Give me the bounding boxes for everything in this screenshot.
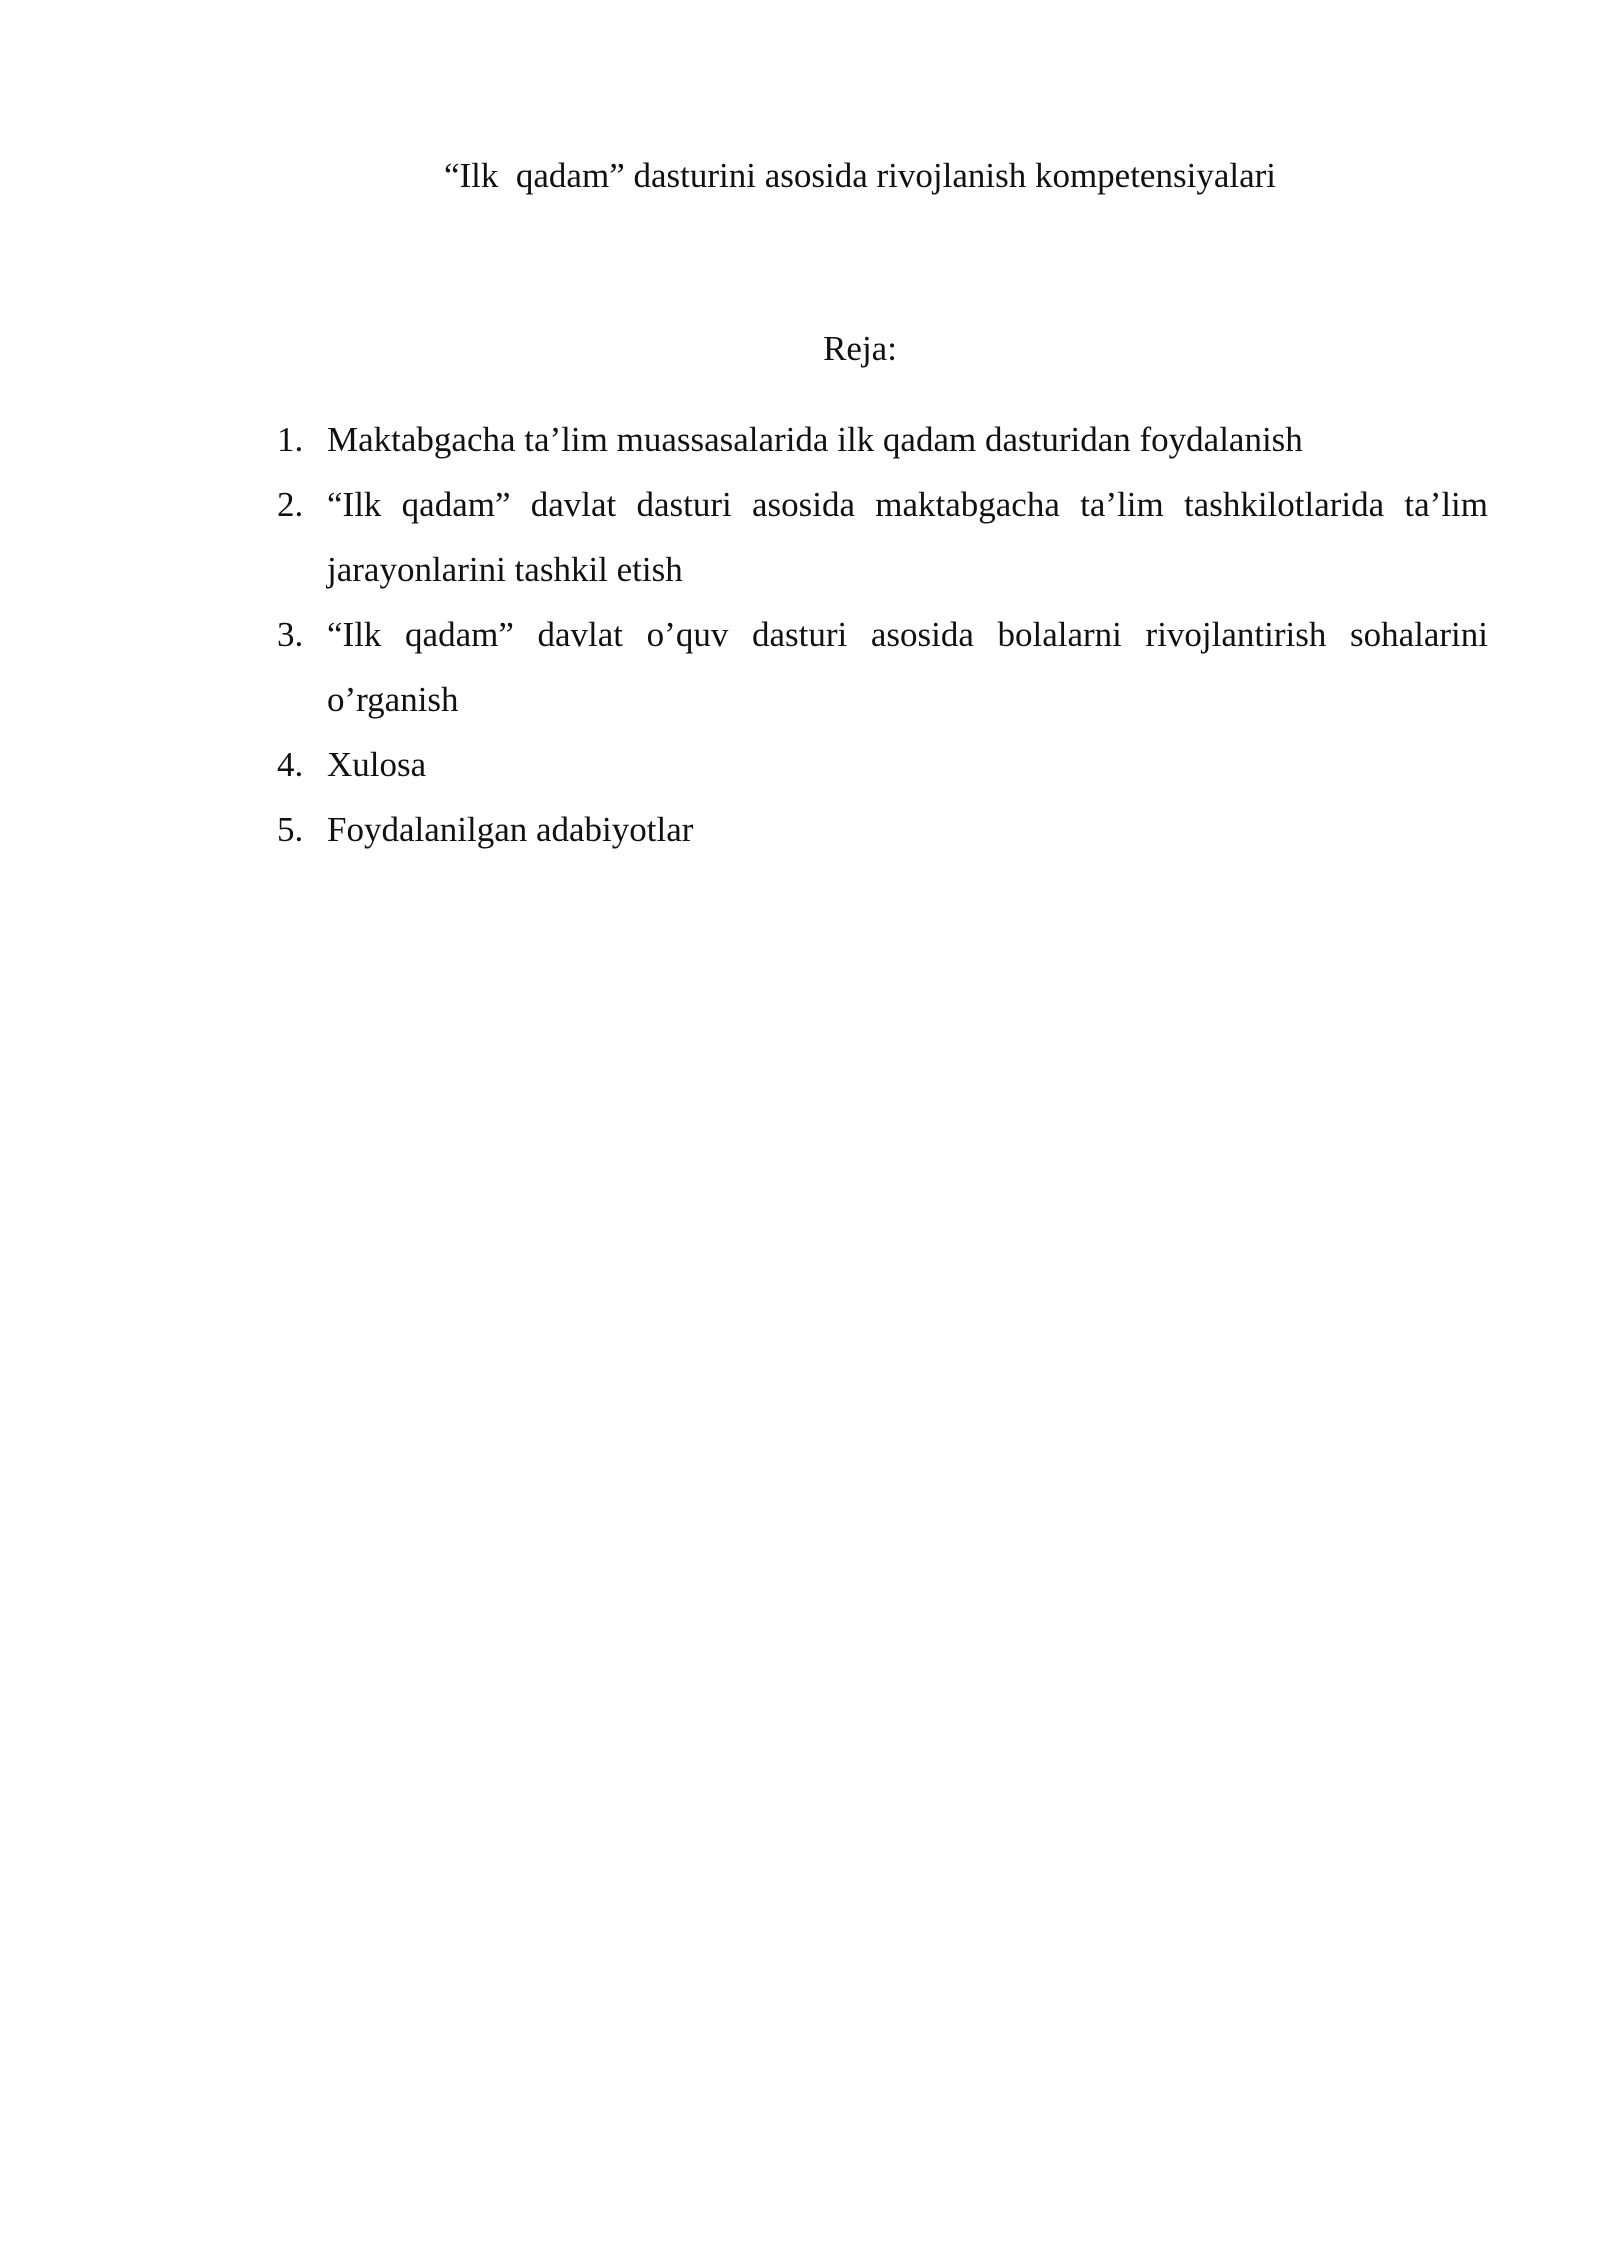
plan-item-number: 1.	[277, 420, 304, 459]
plan-item-3	[275, 602, 1488, 732]
plan-item-text: Foydalanilgan adabiyotlar	[327, 810, 694, 849]
plan-heading: Reja:	[823, 329, 897, 368]
plan-item-5	[275, 797, 1488, 862]
plan-item-number: 2.	[277, 485, 304, 524]
plan-item-4	[275, 732, 1488, 797]
plan-item-1	[275, 407, 1488, 472]
plan-item-number: 3.	[277, 615, 304, 654]
plan-item-text: “Ilk qadam” davlat dasturi asosida maktabgacha ta’lim tashkilotlarida ta’lim jarayonlarini tashkil etish	[327, 485, 1488, 589]
plan-item-text: Maktabgacha ta’lim muassasalarida ilk qadam dasturidan foydalanish	[327, 420, 1303, 459]
plan-item-number: 4.	[277, 745, 304, 784]
plan-item-2	[275, 472, 1488, 602]
document-title: “Ilk qadam” dasturini asosida rivojlanish kompetensiyalari	[443, 156, 1276, 195]
plan-item-text: Xulosa	[327, 745, 427, 784]
plan-list	[275, 407, 1488, 862]
plan-item-text: “Ilk qadam” davlat o’quv dasturi asosida bolalarni rivojlantirish sohalarini o’rganish	[327, 615, 1488, 719]
plan-item-number: 5.	[277, 810, 304, 849]
